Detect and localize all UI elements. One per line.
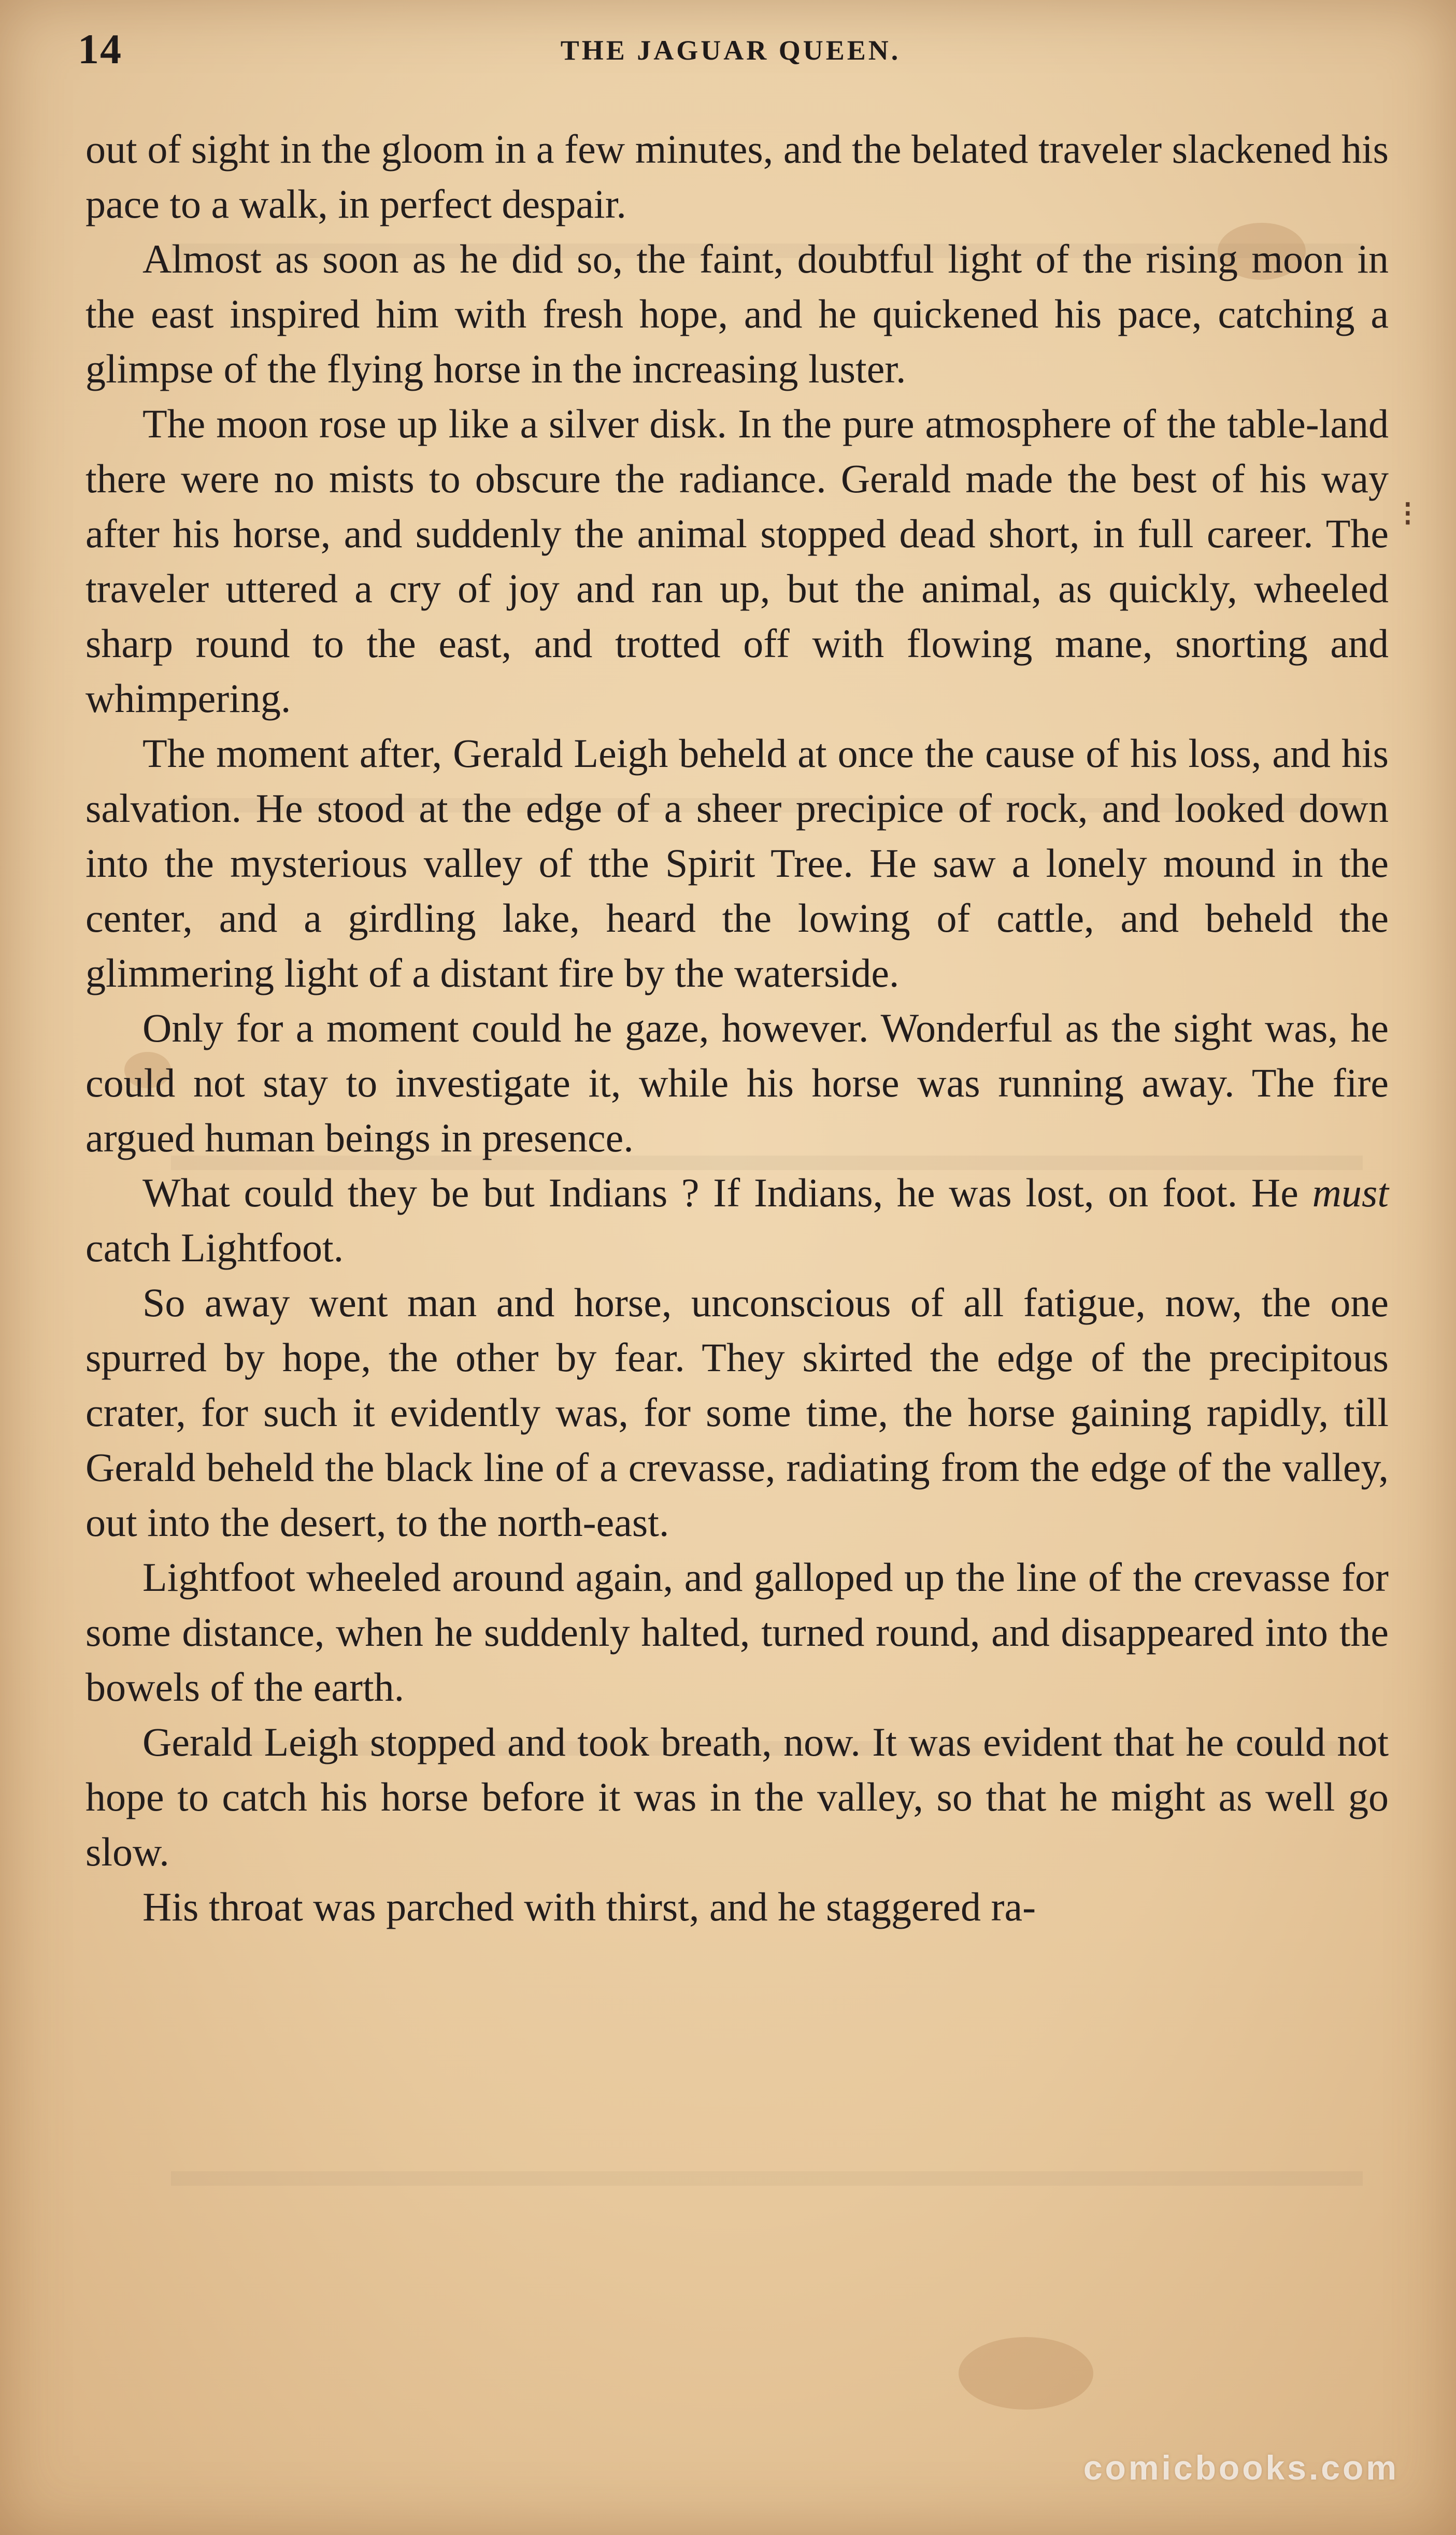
paragraph: Only for a moment could he gaze, however. Wonderful as the sight was, he could not stay to investigate it, while his horse was running away. The fire argued human beings in presence. (85, 1005, 1389, 1160)
paragraph: The moon rose up like a silver disk. In the pure atmosphere of the table-land there were no mists to obscure the radiance. Gerald made the best of his way after his horse, and suddenly the animal stopped dead short, in full career. The traveler uttered a cry of joy and ran up, but the animal, as quickly, wheeled sharp round to the east, and trotted off with flowing mane, snorting and whimpering. (85, 401, 1389, 721)
paragraph: Almost as soon as he did so, the faint, doubtful light of the rising moon in the east inspired him with fresh hope, and he quickened his pace, catching a glimpse of the flying horse in the increasing luster. (85, 236, 1389, 391)
paragraph (85, 1165, 1389, 1275)
paragraph: So away went man and horse, unconscious of all fatigue, now, the one spurred by hope, the other by fear. They skirted the edge of the precipitous crater, for such it evidently was, for some time, the horse gaining rapidly, till Gerald beheld the black line of a crevasse, radiating from the edge of the valley, out into the desert, to the north-east. (85, 1280, 1389, 1545)
watermark: comicbooks.com (1083, 2448, 1399, 2487)
paragraph-text: catch Lightfoot. (85, 1225, 344, 1270)
paragraph-text: What could they be but Indians ? If Indians, he was lost, on foot. He (142, 1170, 1312, 1215)
paragraph: Gerald Leigh stopped and took breath, now. It was evident that he could not hope to catch his horse before it was in the valley, so that he might as well go slow. (85, 1719, 1389, 1874)
paper-stain (959, 2337, 1093, 2410)
paragraph: out of sight in the gloom in a few minutes, and the belated traveler slackened his pace to a walk, in perfect despair. (85, 126, 1389, 226)
paragraph: The moment after, Gerald Leigh beheld at once the cause of his loss, and his salvation. He stood at the edge of a sheer precipice of rock, and looked down into the mysterious valley of tthe Spirit Tree. He saw a lonely mound in the center, and a girdling lake, heard the lowing of cattle, and beheld the glimmering light of a distant fire by the waterside. (85, 731, 1389, 995)
body-text (85, 122, 1389, 1934)
page-header (78, 20, 1383, 82)
margin-mark: ⁝ (1402, 494, 1414, 534)
emphasized-word: must (1312, 1170, 1389, 1215)
bleed-through-line (171, 2171, 1363, 2186)
paragraph: Lightfoot wheeled around again, and galloped up the line of the crevasse for some distance, when he suddenly halted, turned round, and disappeared into the bowels of the earth. (85, 1555, 1389, 1710)
running-title: THE JAGUAR QUEEN. (560, 35, 901, 66)
paragraph: His throat was parched with thirst, and he staggered ra- (142, 1884, 1036, 1929)
page-number: 14 (78, 25, 122, 73)
